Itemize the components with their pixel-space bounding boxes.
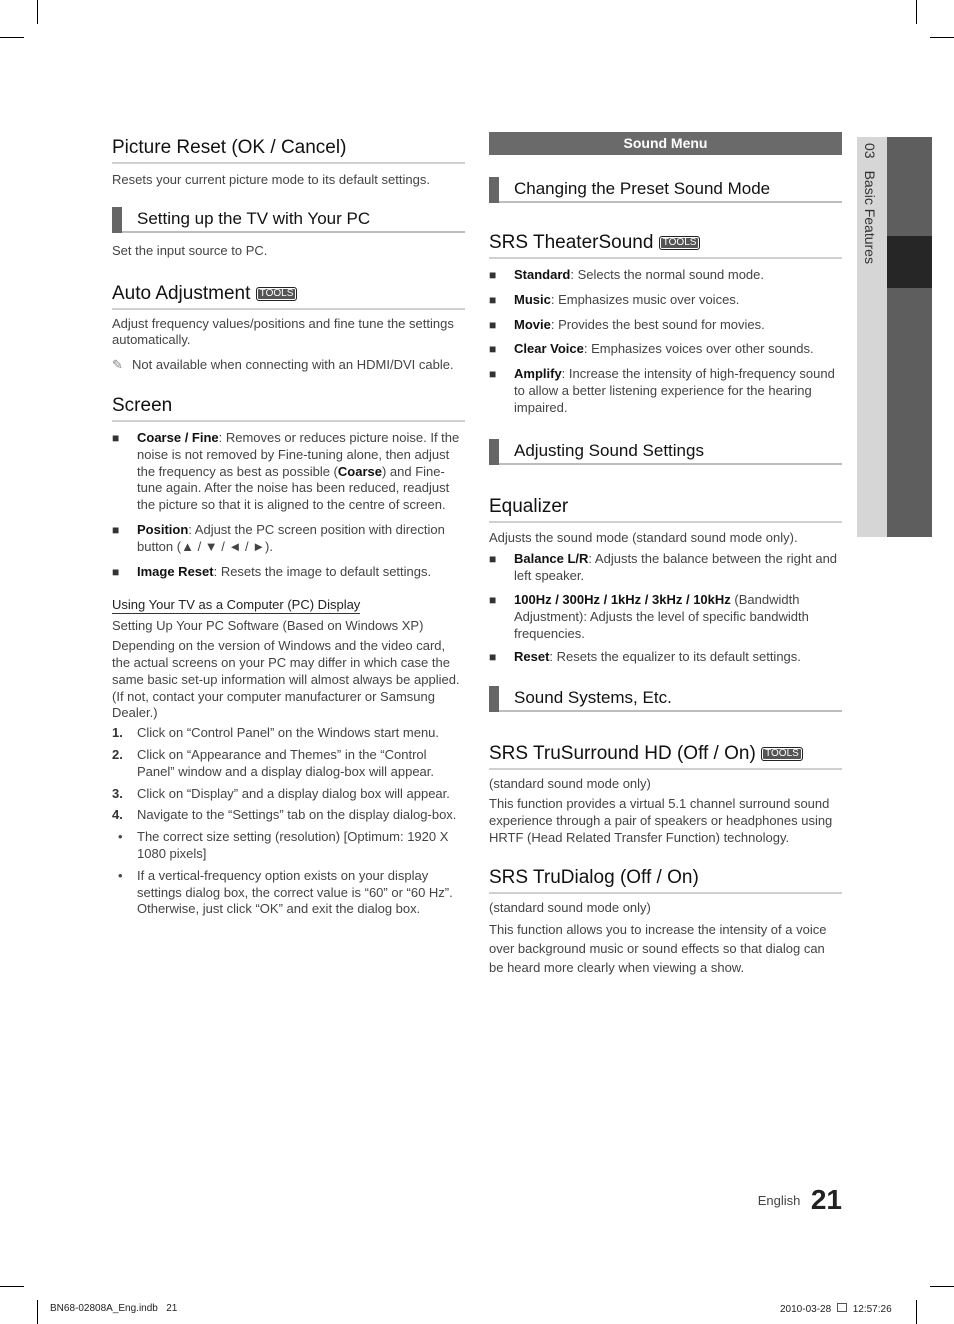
print-date-info — [780, 1303, 892, 1315]
list-item: ■ Amplify: Increase the intensity of high-frequency sound to allow a better listening experience for the hearing impaired. — [489, 366, 835, 415]
list-item: ■ Image Reset: Resets the image to default settings. — [112, 563, 432, 579]
dot-bullet-icon: • — [118, 829, 123, 845]
list-item: ■ Coarse / Fine: Removes or reduces picture noise. If the noise is not removed by Fine-tuning alone, then adjust the frequency as best as possible (Coarse) and Fine-tune again. After the noise has been reduced, readjust the picture so that it is aligned to the centre of screen. — [112, 429, 460, 513]
footer-language: English — [757, 1193, 801, 1208]
list-item: ■ Position: Adjust the PC screen position with direction button (▲ / ▼ / ◄ / ►). — [112, 521, 445, 554]
crop-mark — [0, 37, 24, 38]
list-item: ■ Standard: Selects the normal sound mode. — [489, 267, 765, 282]
square-bullet-icon: ■ — [489, 268, 497, 282]
list-item: • The correct size setting (resolution) [Optimum: 1920 X 1080 pixels] — [118, 829, 449, 861]
trusurround-note: (standard sound mode only) — [489, 776, 651, 792]
pc-display-description: Depending on the version of Windows and the video card, the actual screens on your PC may differ in which case the same basic set-up information will almost always be applied. (If not, contact your computer manufacturer or Samsung Dealer.) — [112, 638, 460, 721]
square-bullet-icon: ■ — [489, 552, 497, 567]
pc-display-heading-wrap — [112, 596, 465, 614]
print-date: 2010-03-28 — [780, 1304, 832, 1315]
list-item: ■ Movie: Provides the best sound for movies. — [489, 316, 765, 332]
auto-adjustment-note — [112, 357, 465, 374]
page-footer — [700, 1184, 842, 1216]
auto-adjustment-heading — [112, 282, 465, 310]
page-number: 21 — [810, 1184, 842, 1215]
left-column — [112, 132, 465, 918]
chapter-number: 03 — [862, 143, 878, 159]
auto-adjustment-title: Auto Adjustment — [112, 282, 251, 304]
setting-tv-heading: Setting up the TV with Your PC — [112, 207, 465, 233]
tools-button-icon: TOOLS — [256, 287, 298, 301]
crop-mark — [916, 1300, 917, 1324]
tools-button-icon: TOOLS — [659, 236, 701, 250]
crop-mark — [916, 0, 917, 24]
pencil-note-icon: ✎ — [112, 357, 123, 373]
equalizer-list — [489, 551, 842, 666]
adjusting-sound-heading: Adjusting Sound Settings — [489, 439, 842, 465]
list-item: ■ Clear Voice: Emphasizes voices over other sounds. — [489, 341, 814, 357]
equalizer-heading: Equalizer — [489, 495, 842, 523]
print-time: 12:57:26 — [852, 1304, 892, 1315]
trudialog-text: This function allows you to increase the intensity of a voice over background music or sound effects so that dialog can be heard more clearly when viewing a show. — [489, 922, 827, 976]
crop-mark — [0, 1286, 24, 1287]
picture-reset-text: Resets your current picture mode to its default settings. — [112, 172, 430, 187]
list-item: 1. Click on “Control Panel” on the Windows start menu. — [112, 725, 440, 741]
square-bullet-icon: ■ — [489, 342, 497, 357]
chapter-label — [862, 143, 878, 264]
pc-steps-list — [112, 725, 465, 918]
list-item: 3. Click on “Display” and a display dialog box will appear. — [112, 785, 450, 801]
clock-glyph-icon — [837, 1303, 847, 1312]
screen-heading: Screen — [112, 394, 465, 422]
screen-list — [112, 430, 465, 580]
square-bullet-icon: ■ — [489, 292, 497, 307]
crop-mark — [930, 37, 954, 38]
trudialog-note: (standard sound mode only) — [489, 900, 651, 916]
square-bullet-icon: ■ — [112, 522, 120, 537]
list-item: ■ 100Hz / 300Hz / 1kHz / 3kHz / 10kHz (Bandwidth Adjustment): Adjusts the level of specific bandwidth frequencies. — [489, 591, 809, 641]
right-column — [489, 132, 842, 977]
equalizer-text: Adjusts the sound mode (standard sound mode only). — [489, 529, 798, 545]
crop-mark — [37, 1300, 38, 1324]
list-item: 2. Click on “Appearance and Themes” in the “Control Panel” window and a display dialog-box will appear. — [112, 746, 435, 779]
print-file-info: BN68-02808A_Eng.indb 21 — [50, 1303, 178, 1314]
setting-tv-text: Set the input source to PC. — [112, 242, 268, 258]
note-text: Not available when connecting with an HDMI/DVI cable. — [132, 357, 454, 373]
preset-sound-heading: Changing the Preset Sound Mode — [489, 177, 842, 203]
trusurround-heading — [489, 742, 842, 770]
chapter-side-bar — [887, 137, 932, 537]
square-bullet-icon: ■ — [489, 650, 497, 665]
square-bullet-icon: ■ — [489, 592, 497, 607]
pc-display-intro: Setting Up Your PC Software (Based on Windows XP) — [112, 618, 424, 634]
dot-bullet-icon: • — [118, 867, 123, 883]
trusurround-title: SRS TruSurround HD (Off / On) — [489, 743, 756, 765]
auto-adjustment-text: Adjust frequency values/positions and fine tune the settings automatically. — [112, 315, 454, 348]
list-item: ■ Music: Emphasizes music over voices. — [489, 291, 740, 307]
pc-display-heading: Using Your TV as a Computer (PC) Display — [112, 597, 361, 613]
list-item: 4. Navigate to the “Settings” tab on the display dialog-box. — [112, 807, 457, 823]
chapter-title: Basic Features — [862, 170, 878, 264]
theatersound-list — [489, 267, 842, 417]
square-bullet-icon: ■ — [489, 367, 497, 382]
list-item: ■ Balance L/R: Adjusts the balance between the right and left speaker. — [489, 551, 838, 584]
crop-mark — [930, 1286, 954, 1287]
chapter-active-marker — [887, 236, 932, 288]
sound-menu-band: Sound Menu — [489, 132, 842, 155]
tools-button-icon: TOOLS — [761, 747, 803, 761]
sound-systems-heading: Sound Systems, Etc. — [489, 686, 842, 712]
square-bullet-icon: ■ — [489, 317, 497, 332]
trusurround-text: This function provides a virtual 5.1 channel surround sound experience through a pair of speakers or headphones using HRTF (Head Related Transfer Function) technology. — [489, 795, 833, 845]
list-item: ■ Reset: Resets the equalizer to its default settings. — [489, 649, 801, 665]
list-item: • If a vertical-frequency option exists on your display settings dialog box, the correct value is “60” or “60 Hz”. Otherwise, just click “OK” and exit the dialog box. — [118, 867, 453, 917]
crop-mark — [37, 0, 38, 24]
srs-theatersound-title: SRS TheaterSound — [489, 232, 654, 253]
picture-reset-heading: Picture Reset (OK / Cancel) — [112, 136, 465, 164]
square-bullet-icon: ■ — [112, 564, 120, 579]
square-bullet-icon: ■ — [112, 430, 120, 445]
trudialog-heading: SRS TruDialog (Off / On) — [489, 866, 842, 894]
srs-theatersound-heading — [489, 231, 842, 259]
